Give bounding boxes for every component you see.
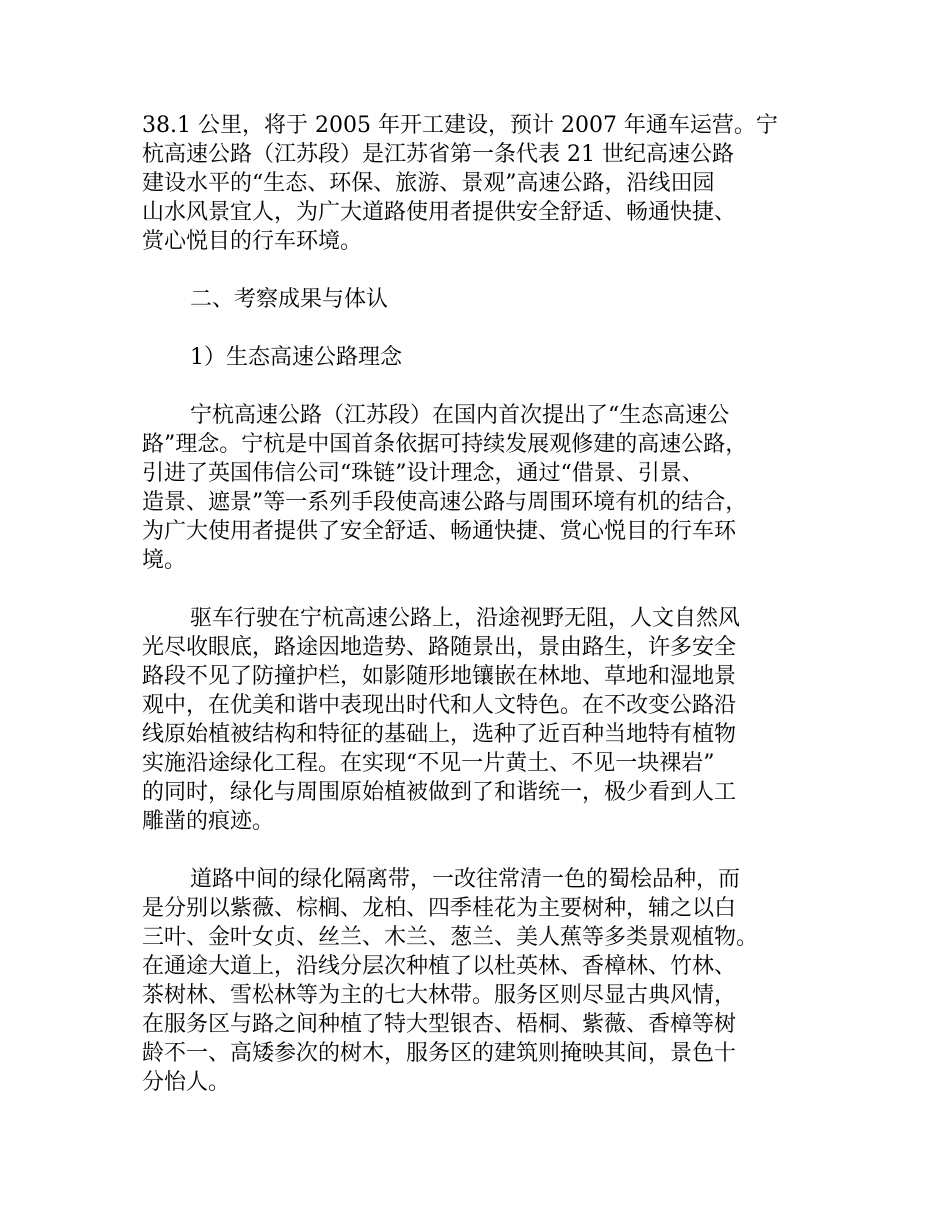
text-line: 龄不一、高矮参次的树木，服务区的建筑则掩映其间，景色十 <box>142 1041 737 1066</box>
text-line: 驱车行驶在宁杭高速公路上，沿途视野无阻，人文自然风 <box>190 606 741 631</box>
text-line: 为广大使用者提供了安全舒适、畅通快捷、赏心悦目的行车环 <box>142 519 737 544</box>
text-line: 三叶、金叶女贞、丝兰、木兰、葱兰、美人蕉等多类景观植物。 <box>142 925 759 950</box>
text-line: 在通途大道上，沿线分层次种植了以杜英林、香樟林、竹林、 <box>142 954 737 979</box>
text-line: 道路中间的绿化隔离带，一改往常清一色的蜀桧品种，而 <box>190 867 741 892</box>
text-line: 的同时，绿化与周围原始植被做到了和谐统一，极少看到人工 <box>142 780 737 805</box>
subsection-heading: 1）生态高速公路理念 <box>190 345 402 370</box>
text-line: 茶树林、雪松林等为主的七大林带。服务区则尽显古典风情， <box>142 983 737 1008</box>
text-line: 观中，在优美和谐中表现出时代和人文特色。在不改变公路沿 <box>142 693 737 718</box>
text-line: 境。 <box>142 548 187 573</box>
section-heading: 二、考察成果与体认 <box>190 287 389 312</box>
text-line: 雕凿的痕迹。 <box>142 809 275 834</box>
paragraph-greenbelt <box>142 865 832 1097</box>
document-page <box>142 111 832 1126</box>
text-line: 赏心悦目的行车环境。 <box>142 229 363 254</box>
text-line: 宁杭高速公路（江苏段）在国内首次提出了“生态高速公 <box>190 403 730 428</box>
paragraph-project-intro <box>142 111 832 256</box>
text-line: 是分别以紫薇、棕榈、龙柏、四季桂花为主要树种，辅之以白 <box>142 896 737 921</box>
paragraph-eco-concept <box>142 401 832 575</box>
text-line: 路段不见了防撞护栏，如影随形地镶嵌在林地、草地和湿地景 <box>142 664 737 689</box>
text-line: 建设水平的“生态、环保、旅游、景观”高速公路，沿线田园 <box>142 171 715 196</box>
text-line: 分怡人。 <box>142 1070 231 1095</box>
text-line: 实施沿途绿化工程。在实现“不见一片黄土、不见一块裸岩” <box>142 751 715 776</box>
text-line: 线原始植被结构和特征的基础上，选种了近百种当地特有植物 <box>142 722 737 747</box>
text-line: 山水风景宜人，为广大道路使用者提供安全舒适、畅通快捷、 <box>142 200 737 225</box>
text-line: 在服务区与路之间种植了特大型银杏、梧桐、紫薇、香樟等树 <box>142 1012 737 1037</box>
text-line: 38.1 公里，将于 2005 年开工建设，预计 2007 年通车运营。宁 <box>142 113 778 138</box>
text-line: 路”理念。宁杭是中国首条依据可持续发展观修建的高速公路， <box>142 432 748 457</box>
text-line: 造景、遮景”等一系列手段使高速公路与周围环境有机的结合， <box>142 490 748 515</box>
text-line: 引进了英国伟信公司“珠链”设计理念，通过“借景、引景、 <box>142 461 704 486</box>
text-line: 杭高速公路（江苏段）是江苏省第一条代表 21 世纪高速公路 <box>142 142 734 167</box>
text-line: 光尽收眼底，路途因地造势、路随景出，景由路生，许多安全 <box>142 635 737 660</box>
paragraph-driving-experience <box>142 604 832 836</box>
